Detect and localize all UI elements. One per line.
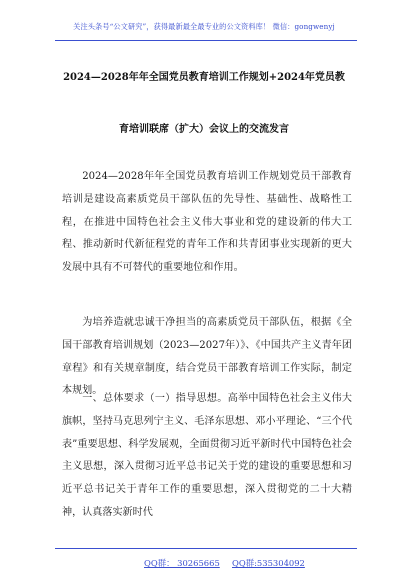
header-divider	[55, 40, 357, 41]
document-title-line-1: 2024—2028年年全国党员教育培训工作规划+2024年党员教	[63, 72, 345, 83]
header-promo-text: 关注头条号“公文研究”，获得最新最全最专业的公文资料库！ 微信：gongwenyj	[73, 22, 335, 31]
body-paragraph: 2024—2028年年全国党员教育培训工作规划党员干部教育培训是建设高素质党员干部队伍的先导性、基础性、战略性工程，在推进中国特色社会主义伟大事业和党的建设新的伟大工程、推动新时代新征程党的青年工作和共青团事业实现新的更大发展中具有不可替代的重要地位和作用。	[62, 171, 352, 274]
body-paragraph: 为培养造就忠诚干净担当的高素质党员干部队伍，根据《全国干部教育培训规划（2023—2027年）》、《中国共产主义青年团章程》和有关规章制度，结合党员干部教育培训工作实际，制定本规划。	[62, 317, 352, 397]
document-title-line-2: 育培训联席（扩大）会议上的交流发言	[119, 124, 289, 135]
footer-qq-group-link[interactable]: QQ群： 30265665	[144, 558, 220, 568]
body-paragraph: 一、总体要求（一）指导思想。高举中国特色社会主义伟大旗帜，坚持马克思列宁主义、毛泽东思想、邓小平理论、“三个代表”重要思想、科学发展观，全面贯彻习近平新时代中国特色社会主义思想，深入贯彻习近平总书记关于党的建设的重要思想和习近平总书记关于青年工作的重要思想，深入贯彻党的二十大精神，认真落实新时代	[62, 393, 352, 518]
footer-qq-group-link[interactable]: QQ群:535304092	[232, 558, 305, 568]
footer-divider	[55, 548, 357, 549]
